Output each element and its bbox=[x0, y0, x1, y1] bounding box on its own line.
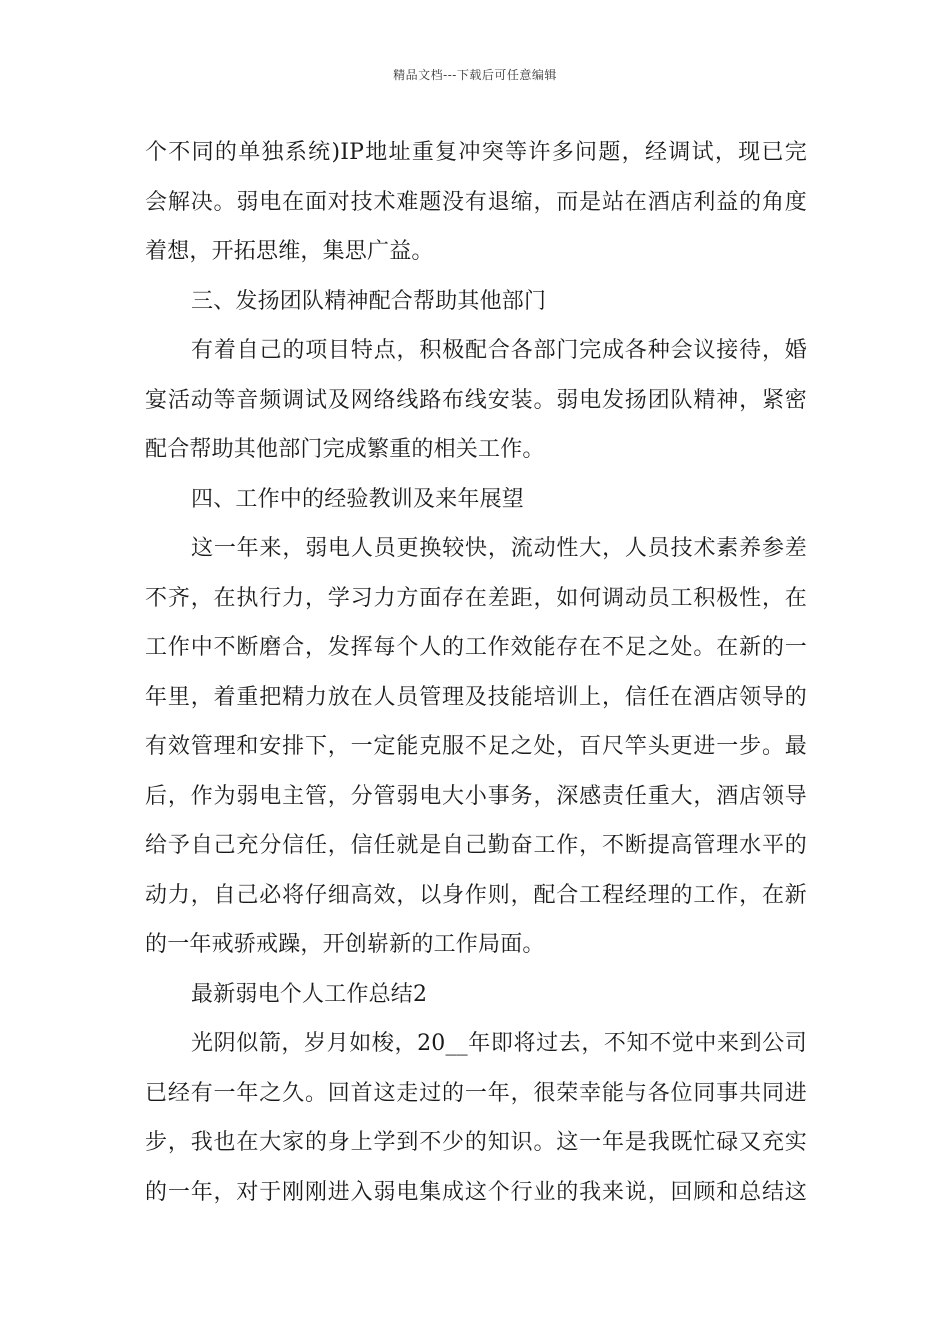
section-heading: 四、工作中的经验教训及来年展望 bbox=[191, 486, 525, 512]
text-line: 给予自己充分信任，信任就是自己勤奋工作，不断提高管理水平的 bbox=[145, 833, 807, 858]
text-line: 配合帮助其他部门完成繁重的相关工作。 bbox=[145, 437, 545, 462]
section-heading: 最新弱电个人工作总结2 bbox=[191, 981, 428, 1007]
text-line: 的一年戒骄戒躁，开创崭新的工作局面。 bbox=[145, 932, 545, 957]
document-body bbox=[145, 128, 807, 1217]
text-line: 这一年来，弱电人员更换较快，流动性大，人员技术素养参差 bbox=[191, 536, 807, 561]
text-line: 个不同的单独系统)IP地址重复冲突等许多问题，经调试，现已完 bbox=[145, 140, 807, 165]
text-line: 的一年，对于刚刚进入弱电集成这个行业的我来说，回顾和总结这 bbox=[145, 1179, 807, 1205]
text-line: 工作中不断磨合，发挥每个人的工作效能存在不足之处。在新的一 bbox=[145, 635, 807, 660]
page-header: 精品文档---下载后可任意编辑 bbox=[393, 68, 557, 82]
text-line: 会解决。弱电在面对技术难题没有退缩，而是站在酒店利益的角度 bbox=[145, 189, 807, 215]
text-line: 年里，着重把精力放在人员管理及技能培训上，信任在酒店领导的 bbox=[145, 684, 807, 710]
text-line: 有效管理和安排下，一定能克服不足之处，百尺竿头更进一步。最 bbox=[145, 734, 807, 759]
text-line: 步，我也在大家的身上学到不少的知识。这一年是我既忙碌又充实 bbox=[145, 1130, 807, 1155]
text-line: 宴活动等音频调试及网络线路布线安装。弱电发扬团队精神，紧密 bbox=[145, 387, 807, 413]
text-line: 动力，自己必将仔细高效，以身作则，配合工程经理的工作，在新 bbox=[145, 882, 807, 908]
section-heading: 三、发扬团队精神配合帮助其他部门 bbox=[191, 288, 547, 314]
text-line: 有着自己的项目特点，积极配合各部门完成各种会议接待，婚 bbox=[191, 338, 807, 363]
text-line: 不齐，在执行力，学习力方面存在差距，如何调动员工积极性，在 bbox=[145, 585, 807, 611]
text-line: 光阴似箭，岁月如梭，20__年即将过去，不知不觉中来到公司 bbox=[191, 1031, 807, 1056]
text-line: 着想，开拓思维，集思广益。 bbox=[145, 239, 434, 264]
text-line: 已经有一年之久。回首这走过的一年，很荣幸能与各位同事共同进 bbox=[145, 1080, 807, 1106]
text-line: 后，作为弱电主管，分管弱电大小事务，深感责任重大，酒店领导 bbox=[145, 783, 807, 809]
